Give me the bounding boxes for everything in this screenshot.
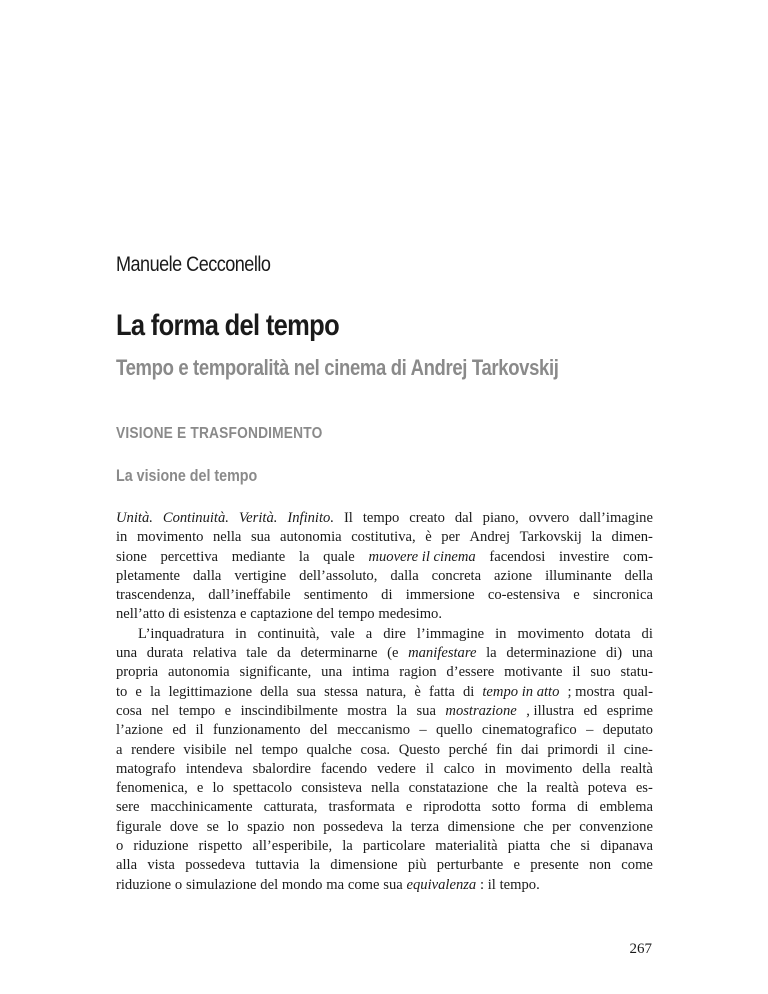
word: alla [116, 857, 138, 874]
word: in [235, 625, 247, 642]
word: dalla [192, 567, 222, 584]
word: primordi [547, 741, 599, 758]
word: la [342, 838, 353, 855]
emphasis-word: Continuità. [162, 510, 229, 526]
word: dall’imagine [579, 510, 653, 526]
word: statu- [620, 664, 653, 681]
word: sua [250, 529, 271, 546]
word: come [621, 857, 653, 874]
word: dall’ineffabile [208, 587, 291, 604]
word: non [589, 857, 612, 874]
word: natura, [366, 683, 407, 700]
word: rendere [131, 741, 175, 758]
word: nella [371, 780, 400, 797]
word: propria [116, 664, 159, 681]
word: trascendenza, [116, 587, 195, 604]
word: se [206, 818, 219, 835]
word: suo [590, 664, 611, 681]
word: per [552, 818, 571, 835]
word: la [391, 818, 403, 835]
body-text [116, 509, 653, 895]
word: in [116, 529, 128, 546]
section-heading: VISIONE E TRASFONDIMENTO [116, 425, 323, 442]
word: meccanismo [337, 722, 411, 739]
word: inscindibilmente [240, 702, 338, 719]
emphasis-word: mostrazione [445, 702, 517, 719]
word: ma [326, 876, 345, 893]
word: movimento [505, 760, 573, 777]
word: che [523, 818, 544, 835]
word: terza [410, 818, 440, 835]
word: cinematografico [481, 722, 577, 739]
word: fenomenica, [116, 780, 188, 797]
word: L’inquadratura [138, 625, 225, 642]
text-line [116, 567, 653, 586]
text-line [116, 683, 653, 702]
word: mediante [231, 548, 286, 565]
word: tempo [362, 510, 400, 526]
word: fin [496, 741, 513, 758]
word: il [195, 722, 204, 739]
word: matografo [116, 760, 176, 777]
word: concreta [431, 567, 482, 584]
word: cosa. [360, 741, 391, 758]
word: dire [383, 625, 406, 642]
text-line [116, 702, 653, 721]
body-paragraph [116, 625, 653, 895]
word: che [497, 780, 518, 797]
word: stessa [324, 683, 359, 700]
word: intima [352, 664, 390, 681]
word: la [298, 548, 310, 565]
word: nel [235, 741, 253, 758]
word: Il [343, 510, 353, 526]
word: e [513, 857, 520, 874]
word: lo [212, 780, 224, 797]
word: deputato [602, 722, 653, 739]
word: ed [583, 702, 598, 719]
word: vertigine [234, 567, 287, 584]
word: la [149, 683, 161, 700]
word: ragion [399, 664, 437, 681]
word: più [407, 857, 427, 874]
text-line [116, 605, 653, 624]
word: del [260, 876, 279, 893]
word: macchinicamente [150, 799, 253, 816]
word: dotata [594, 625, 631, 642]
word: materialità [435, 838, 498, 855]
word: – [586, 722, 594, 739]
word: determinarne [300, 645, 378, 662]
text-line [116, 528, 653, 547]
word: relativa [192, 645, 237, 662]
emphasis-word: tempo in atto [482, 683, 560, 700]
word: e [196, 780, 204, 797]
word: mondo [281, 876, 323, 893]
word: emblema [599, 799, 653, 816]
text-line [116, 760, 653, 779]
word: illuminante [545, 567, 612, 584]
text-line [116, 741, 653, 760]
word: sua [383, 876, 403, 893]
text-line [116, 856, 653, 875]
word: tempo [261, 741, 298, 758]
word: o [116, 838, 124, 855]
word: realtà [546, 780, 579, 797]
word: immersione [405, 587, 475, 604]
word: com- [622, 548, 653, 565]
word: e [240, 606, 247, 623]
word: una [116, 645, 138, 662]
word: in [484, 760, 496, 777]
word: qual- [622, 683, 653, 700]
word: l’immagine [416, 625, 485, 642]
text-line [116, 818, 653, 837]
word: Tarkovskij [519, 529, 582, 546]
word: simulazione [185, 876, 257, 893]
word: vedere [376, 760, 416, 777]
word: ; mostra [567, 683, 615, 700]
word: della [260, 683, 289, 700]
word: costitutiva, [351, 529, 416, 546]
word: vale [330, 625, 355, 642]
word: e [224, 702, 232, 719]
text-line [116, 625, 653, 644]
word: , illustra [526, 702, 575, 719]
word: piano, [482, 510, 519, 526]
subsection-heading: La visione del tempo [116, 466, 258, 485]
word: perturbante [436, 857, 504, 874]
word: – [419, 722, 427, 739]
word: e [573, 587, 580, 604]
word: del [309, 722, 328, 739]
word: catturata, [263, 799, 318, 816]
word: dimensione [447, 818, 515, 835]
word: la [591, 529, 602, 546]
word: perché [448, 741, 488, 758]
word: di [462, 683, 475, 700]
author-name: Manuele Cecconello [116, 253, 271, 276]
word: tuttavia [255, 857, 300, 874]
word: tempo [178, 702, 216, 719]
word: a [365, 625, 373, 642]
word: percettiva [160, 548, 219, 565]
word: e [405, 799, 413, 816]
word: sentimento [303, 587, 368, 604]
word: sua [416, 702, 436, 719]
word: ed [172, 722, 187, 739]
word: è [414, 683, 421, 700]
word: creato [409, 510, 445, 526]
word: non [292, 818, 315, 835]
word: poteva [587, 780, 627, 797]
word: si [580, 838, 591, 855]
word: una [321, 664, 343, 681]
word: trasformata [328, 799, 395, 816]
word: di) [605, 645, 623, 662]
word: lo [227, 818, 239, 835]
word: nella [213, 529, 242, 546]
word: determinazione [506, 645, 597, 662]
text-line [116, 837, 653, 856]
word: investire [559, 548, 610, 565]
word: all’esperibile, [252, 838, 333, 855]
word: possedeva [323, 818, 384, 835]
emphasis-word: manifestare [408, 645, 477, 662]
word: fatta [428, 683, 455, 700]
word: realtà [620, 760, 653, 777]
word: movimento [517, 625, 584, 642]
word: rispetto [198, 838, 243, 855]
word: : il [480, 876, 496, 893]
word: una [631, 645, 653, 662]
word: del [316, 606, 335, 623]
text-line [116, 663, 653, 682]
word: durata [146, 645, 184, 662]
word: co-estensiva [487, 587, 561, 604]
text-line [116, 876, 653, 895]
word: vista [147, 857, 175, 874]
emphasis-word: muovere il cinema [368, 548, 476, 565]
word: dove [169, 818, 199, 835]
text-line [116, 798, 653, 817]
body-paragraph [116, 509, 653, 625]
word: particolare [362, 838, 426, 855]
word: captazione [250, 606, 313, 623]
word: da [277, 645, 291, 662]
word: il [425, 760, 434, 777]
word: es- [635, 780, 653, 797]
word: significante, [239, 664, 312, 681]
word: tale [246, 645, 268, 662]
text-line [116, 548, 653, 567]
word: sua [296, 683, 317, 700]
word: o [174, 876, 183, 893]
text-line [116, 586, 653, 605]
word: esistenza [183, 606, 237, 623]
word: tempo. [499, 876, 540, 893]
word: sbalordire [252, 760, 311, 777]
word: l’azione [116, 722, 163, 739]
word: nel [151, 702, 170, 719]
word: quale [323, 548, 355, 565]
word: sincronica [592, 587, 653, 604]
word: presente [530, 857, 579, 874]
word: per [441, 529, 460, 546]
word: qualche [306, 741, 352, 758]
word: piatta [507, 838, 541, 855]
emphasis-word: Unità. [116, 510, 153, 526]
word: esprime [606, 702, 653, 719]
word: e [135, 683, 142, 700]
word: sotto [491, 799, 521, 816]
word: la [396, 702, 408, 719]
word: dalla [390, 567, 419, 584]
word: facendosi [489, 548, 546, 565]
word: la [526, 780, 538, 797]
word: movimento [136, 529, 204, 546]
emphasis-word: Infinito. [287, 510, 334, 526]
text-line [116, 509, 653, 528]
word: (e [387, 645, 399, 662]
word: possedeva [185, 857, 246, 874]
text-line [116, 721, 653, 740]
word: che [550, 838, 571, 855]
word: riprodotta [423, 799, 481, 816]
word: dal [454, 510, 473, 526]
word: quello [436, 722, 473, 739]
word: della [624, 567, 653, 584]
word: della [582, 760, 611, 777]
word: cosa [116, 702, 142, 719]
word: la [309, 857, 321, 874]
word: in [495, 625, 507, 642]
word: convenzione [579, 818, 653, 835]
text-line [116, 644, 653, 663]
page-number: 267 [629, 941, 652, 957]
word: di [641, 625, 653, 642]
word: calco [443, 760, 475, 777]
word: visibile [183, 741, 227, 758]
word: dipanava [600, 838, 653, 855]
word: dai [520, 741, 539, 758]
word: dimen- [611, 529, 653, 546]
word: funzionamento [212, 722, 301, 739]
word: constatazione [408, 780, 489, 797]
word: spettacolo [232, 780, 293, 797]
emphasis-word: Verità. [238, 510, 278, 526]
word: facendo [320, 760, 368, 777]
word: dell’assoluto, [299, 567, 378, 584]
word: mostra [347, 702, 388, 719]
word: pletamente [116, 567, 181, 584]
word: riduzione [116, 876, 172, 893]
word: legittimazione [168, 683, 253, 700]
word: motivante [504, 664, 563, 681]
text-line [116, 779, 653, 798]
word: di [168, 606, 180, 623]
word: la [486, 645, 497, 662]
word: di [577, 799, 589, 816]
word: a [116, 741, 123, 758]
word: autonomia [280, 529, 342, 546]
word: tempo [338, 606, 375, 623]
word: riduzione [133, 838, 189, 855]
word: azione [494, 567, 533, 584]
word: forma [531, 799, 567, 816]
word: cine- [623, 741, 653, 758]
word: nell’atto [116, 606, 165, 623]
word: ovvero [528, 510, 570, 526]
word: come [347, 876, 380, 893]
word: di [381, 587, 393, 604]
word: dimensione [330, 857, 398, 874]
word: medesimo. [378, 606, 442, 623]
word: continuità, [257, 625, 320, 642]
word: Questo [398, 741, 441, 758]
word: sione [116, 548, 147, 565]
emphasis-word: equivalenza [406, 876, 477, 893]
word: d’essere [446, 664, 495, 681]
chapter-subtitle: Tempo e temporalità nel cinema di Andrej Tarkovskij [116, 355, 559, 380]
word: sere [116, 799, 140, 816]
word: intendeva [185, 760, 243, 777]
word: spazio [247, 818, 285, 835]
word: Andrej [469, 529, 511, 546]
word: il [572, 664, 581, 681]
word: è [425, 529, 432, 546]
word: consisteva [301, 780, 363, 797]
word: to [116, 683, 128, 700]
word: il [607, 741, 616, 758]
word: figurale [116, 818, 162, 835]
word: autonomia [168, 664, 230, 681]
chapter-title: La forma del tempo [116, 309, 339, 342]
